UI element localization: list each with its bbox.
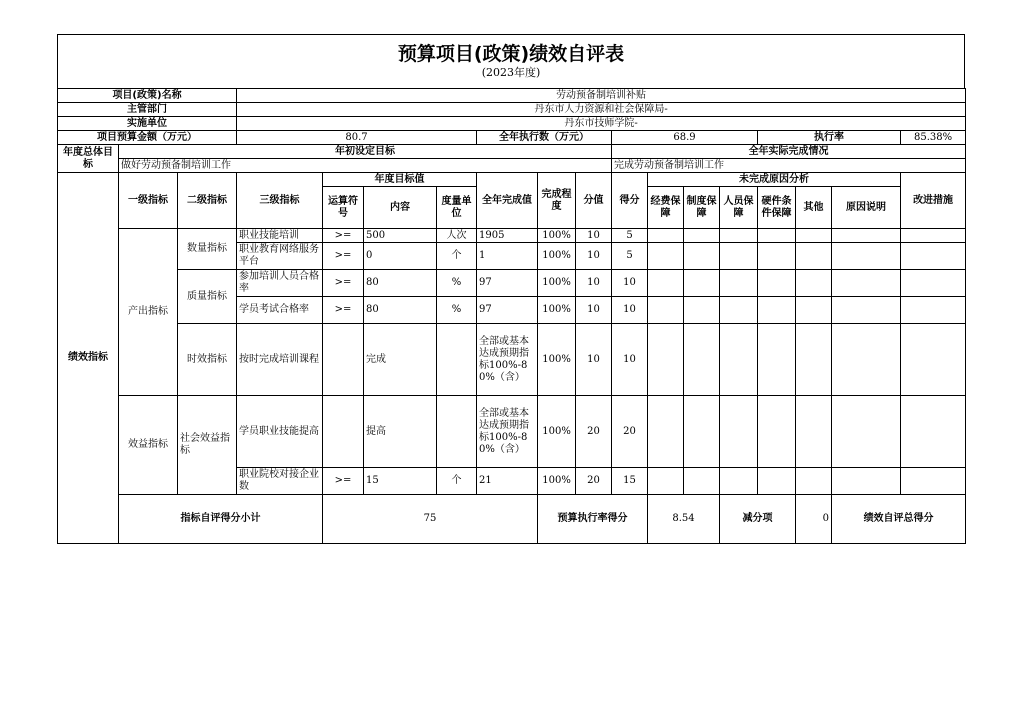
indicator-degree: 100% bbox=[538, 297, 576, 324]
indicator-name: 职业教育网络服务平台 bbox=[237, 243, 323, 270]
indicator-score: 20 bbox=[576, 468, 612, 495]
empty-cell bbox=[684, 396, 720, 468]
budget-score-value: 8.54 bbox=[648, 495, 720, 544]
empty-cell bbox=[684, 297, 720, 324]
empty-cell bbox=[758, 297, 796, 324]
empty-cell bbox=[832, 270, 901, 297]
header-reason-staff: 人员保障 bbox=[720, 187, 758, 229]
empty-cell bbox=[901, 243, 966, 270]
indicator-unit bbox=[437, 396, 477, 468]
dept-label: 主管部门 bbox=[58, 103, 237, 117]
goal-initial-label: 年初设定目标 bbox=[119, 145, 612, 159]
indicator-got: 10 bbox=[612, 297, 648, 324]
empty-cell bbox=[684, 468, 720, 495]
empty-cell bbox=[832, 468, 901, 495]
group-benefit: 效益指标 bbox=[119, 396, 178, 495]
indicator-score: 10 bbox=[576, 297, 612, 324]
empty-cell bbox=[796, 324, 832, 396]
indicator-content: 提高 bbox=[364, 396, 437, 468]
group-social: 社会效益指标 bbox=[178, 396, 237, 495]
header-l2: 二级指标 bbox=[178, 173, 237, 229]
empty-cell bbox=[720, 229, 758, 243]
deduct-label: 减分项 bbox=[720, 495, 796, 544]
indicator-content: 80 bbox=[364, 270, 437, 297]
empty-cell bbox=[796, 396, 832, 468]
indicator-name: 按时完成培训课程 bbox=[237, 324, 323, 396]
project-name-label: 项目(政策)名称 bbox=[58, 89, 237, 103]
empty-cell bbox=[758, 243, 796, 270]
indicator-unit: 个 bbox=[437, 243, 477, 270]
empty-cell bbox=[901, 396, 966, 468]
indicator-score: 10 bbox=[576, 324, 612, 396]
header-reason-other: 其他 bbox=[796, 187, 832, 229]
goal-initial-value: 做好劳动预备制培训工作 bbox=[119, 159, 612, 173]
header-got: 得分 bbox=[612, 173, 648, 229]
indicator-done: 全部或基本达成预期指标100%-80%（含） bbox=[477, 324, 538, 396]
group-output: 产出指标 bbox=[119, 229, 178, 396]
empty-cell bbox=[832, 324, 901, 396]
empty-cell bbox=[758, 270, 796, 297]
header-content: 内容 bbox=[364, 187, 437, 229]
indicator-done: 1905 bbox=[477, 229, 538, 243]
empty-cell bbox=[648, 468, 684, 495]
indicator-done: 21 bbox=[477, 468, 538, 495]
empty-cell bbox=[758, 468, 796, 495]
indicator-degree: 100% bbox=[538, 270, 576, 297]
indicator-content: 80 bbox=[364, 297, 437, 324]
budget-value: 80.7 bbox=[237, 131, 477, 145]
empty-cell bbox=[832, 297, 901, 324]
indicator-degree: 100% bbox=[538, 243, 576, 270]
indicator-score: 10 bbox=[576, 243, 612, 270]
indicator-name: 学员职业技能提高 bbox=[237, 396, 323, 468]
empty-cell bbox=[901, 229, 966, 243]
indicator-score: 10 bbox=[576, 229, 612, 243]
header-degree: 完成程度 bbox=[538, 173, 576, 229]
header-l1: 一级指标 bbox=[119, 173, 178, 229]
empty-cell bbox=[684, 270, 720, 297]
header-l3: 三级指标 bbox=[237, 173, 323, 229]
indicator-unit: 个 bbox=[437, 468, 477, 495]
indicator-unit: 人次 bbox=[437, 229, 477, 243]
indicator-content: 0 bbox=[364, 243, 437, 270]
evaluation-table bbox=[57, 88, 966, 544]
empty-cell bbox=[796, 270, 832, 297]
rate-value: 85.38% bbox=[901, 131, 966, 145]
empty-cell bbox=[648, 396, 684, 468]
indicator-degree: 100% bbox=[538, 229, 576, 243]
indicator-unit: % bbox=[437, 297, 477, 324]
total-label: 绩效自评总得分 bbox=[832, 495, 966, 544]
unit-value: 丹东市技师学院- bbox=[237, 117, 966, 131]
indicator-unit: % bbox=[437, 270, 477, 297]
empty-cell bbox=[832, 229, 901, 243]
rate-label: 执行率 bbox=[758, 131, 901, 145]
empty-cell bbox=[684, 243, 720, 270]
indicator-got: 10 bbox=[612, 324, 648, 396]
empty-cell bbox=[720, 324, 758, 396]
indicator-op: >= bbox=[323, 468, 364, 495]
indicator-unit bbox=[437, 324, 477, 396]
header-reason-group: 未完成原因分析 bbox=[648, 173, 901, 187]
group-quality: 质量指标 bbox=[178, 270, 237, 324]
indicator-op: >= bbox=[323, 243, 364, 270]
empty-cell bbox=[648, 324, 684, 396]
exec-value: 68.9 bbox=[612, 131, 758, 145]
indicator-name: 学员考试合格率 bbox=[237, 297, 323, 324]
header-reason-hardware: 硬件条件保障 bbox=[758, 187, 796, 229]
empty-cell bbox=[720, 243, 758, 270]
page-title: 预算项目(政策)绩效自评表 bbox=[397, 43, 625, 65]
empty-cell bbox=[758, 229, 796, 243]
goal-label: 年度总体目标 bbox=[58, 145, 119, 173]
empty-cell bbox=[684, 229, 720, 243]
budget-label: 项目预算金额（万元） bbox=[58, 131, 237, 145]
header-reason-funds: 经费保障 bbox=[648, 187, 684, 229]
empty-cell bbox=[796, 297, 832, 324]
indicator-got: 5 bbox=[612, 229, 648, 243]
budget-score-label: 预算执行率得分 bbox=[538, 495, 648, 544]
empty-cell bbox=[684, 324, 720, 396]
exec-label: 全年执行数（万元） bbox=[477, 131, 612, 145]
empty-cell bbox=[796, 468, 832, 495]
deduct-value: 0 bbox=[796, 495, 832, 544]
perf-label: 绩效指标 bbox=[58, 173, 119, 544]
group-timeliness: 时效指标 bbox=[178, 324, 237, 396]
group-quantity: 数量指标 bbox=[178, 229, 237, 270]
indicator-score: 20 bbox=[576, 396, 612, 468]
empty-cell bbox=[796, 243, 832, 270]
empty-cell bbox=[758, 324, 796, 396]
indicator-got: 5 bbox=[612, 243, 648, 270]
indicator-done: 97 bbox=[477, 297, 538, 324]
indicator-name: 职业技能培训 bbox=[237, 229, 323, 243]
empty-cell bbox=[832, 396, 901, 468]
empty-cell bbox=[901, 324, 966, 396]
indicator-name: 职业院校对接企业数 bbox=[237, 468, 323, 495]
project-name-value: 劳动预备制培训补贴 bbox=[237, 89, 966, 103]
header-improve: 改进措施 bbox=[901, 173, 966, 229]
empty-cell bbox=[648, 297, 684, 324]
indicator-op: >= bbox=[323, 297, 364, 324]
indicator-done: 全部或基本达成预期指标100%-80%（含） bbox=[477, 396, 538, 468]
indicator-got: 20 bbox=[612, 396, 648, 468]
indicator-score: 10 bbox=[576, 270, 612, 297]
goal-actual-value: 完成劳动预备制培训工作 bbox=[612, 159, 966, 173]
indicator-name: 参加培训人员合格率 bbox=[237, 270, 323, 297]
indicator-degree: 100% bbox=[538, 396, 576, 468]
goal-actual-label: 全年实际完成情况 bbox=[612, 145, 966, 159]
empty-cell bbox=[901, 468, 966, 495]
header-score: 分值 bbox=[576, 173, 612, 229]
indicator-op: >= bbox=[323, 270, 364, 297]
subtotal-value: 75 bbox=[323, 495, 538, 544]
indicator-done: 97 bbox=[477, 270, 538, 297]
empty-cell bbox=[901, 297, 966, 324]
unit-label: 实施单位 bbox=[58, 117, 237, 131]
empty-cell bbox=[758, 396, 796, 468]
indicator-degree: 100% bbox=[538, 324, 576, 396]
indicator-content: 完成 bbox=[364, 324, 437, 396]
header-reason-system: 制度保障 bbox=[684, 187, 720, 229]
indicator-op bbox=[323, 396, 364, 468]
indicator-op: >= bbox=[323, 229, 364, 243]
dept-value: 丹东市人力资源和社会保障局- bbox=[237, 103, 966, 117]
empty-cell bbox=[720, 270, 758, 297]
header-reason-note: 原因说明 bbox=[832, 187, 901, 229]
empty-cell bbox=[796, 229, 832, 243]
indicator-degree: 100% bbox=[538, 468, 576, 495]
header-year-target: 年度目标值 bbox=[323, 173, 477, 187]
header-unit: 度量单位 bbox=[437, 187, 477, 229]
empty-cell bbox=[648, 270, 684, 297]
empty-cell bbox=[648, 229, 684, 243]
indicator-got: 15 bbox=[612, 468, 648, 495]
evaluation-sheet bbox=[57, 34, 965, 544]
subtotal-label: 指标自评得分小计 bbox=[119, 495, 323, 544]
indicator-content: 500 bbox=[364, 229, 437, 243]
header-done-value: 全年完成值 bbox=[477, 173, 538, 229]
empty-cell bbox=[901, 270, 966, 297]
indicator-content: 15 bbox=[364, 468, 437, 495]
empty-cell bbox=[648, 243, 684, 270]
title-box bbox=[57, 34, 965, 88]
empty-cell bbox=[832, 243, 901, 270]
empty-cell bbox=[720, 297, 758, 324]
indicator-done: 1 bbox=[477, 243, 538, 270]
indicator-op bbox=[323, 324, 364, 396]
header-op: 运算符号 bbox=[323, 187, 364, 229]
empty-cell bbox=[720, 396, 758, 468]
empty-cell bbox=[720, 468, 758, 495]
page-subtitle: (2023年度) bbox=[481, 66, 541, 79]
indicator-got: 10 bbox=[612, 270, 648, 297]
